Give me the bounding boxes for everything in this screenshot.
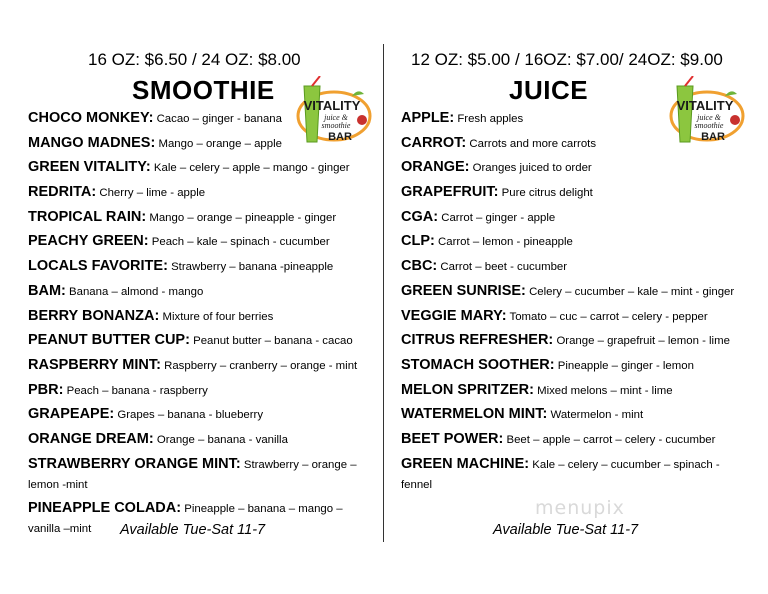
menu-item-name: CGA: xyxy=(401,208,439,225)
menu-item-ingredients: Carrot – lemon - pineapple xyxy=(438,236,573,249)
menu-item-ingredients: Strawberry – banana -pineapple xyxy=(171,261,334,274)
menu-item xyxy=(401,454,746,495)
column-divider xyxy=(383,44,384,542)
vitality-logo-graphic xyxy=(663,76,745,148)
logo-word-juice: juice & xyxy=(697,113,721,122)
menu-item xyxy=(401,157,746,178)
menu-item-name: PEANUT BUTTER CUP: xyxy=(28,332,190,349)
menu-item-name: WATERMELON MINT: xyxy=(401,406,548,423)
menu-item-ingredients: Mango – orange – pineapple - ginger xyxy=(149,211,337,224)
vitality-logo xyxy=(663,76,745,148)
menu-item xyxy=(28,157,373,178)
menu-item-name: STOMACH SOOTHER: xyxy=(401,356,555,373)
menu-item xyxy=(401,281,746,302)
menu-item-name: APPLE: xyxy=(401,110,455,126)
menu-item xyxy=(28,454,373,495)
menu-item-ingredients: Kale – celery – apple – mango - ginger xyxy=(153,162,350,175)
menu-item-ingredients: Pineapple – banana – mango – vanilla –mint xyxy=(28,502,343,535)
menu-item-name: CARROT: xyxy=(401,134,467,151)
menu-item-name: ORANGE DREAM: xyxy=(28,430,154,447)
menu-item-name: PBR: xyxy=(28,381,64,398)
menu-item-ingredients: Mixture of four berries xyxy=(162,310,274,323)
logo-word-smoothie: smoothie xyxy=(694,121,724,130)
menu-item-ingredients: Beet – apple – carrot – celery - cucumber xyxy=(506,433,716,446)
menu-item-ingredients: Carrots and more carrots xyxy=(469,137,597,150)
juice-list xyxy=(401,108,746,498)
logo-word-juice: juice & xyxy=(324,113,348,122)
menu-item-ingredients: Orange – grapefruit – lemon - lime xyxy=(556,335,730,348)
menu-item xyxy=(401,355,746,376)
menu-item-name: MANGO MADNES: xyxy=(28,134,156,151)
menu-item-name: GRAPEFRUIT: xyxy=(401,184,499,201)
menu-item-ingredients: Carrot – beet - cucumber xyxy=(440,261,568,274)
menu-item-ingredients: Banana – almond - mango xyxy=(69,285,204,298)
menu-item-ingredients: Watermelon - mint xyxy=(550,409,644,422)
menu-item-ingredients: Oranges juiced to order xyxy=(472,162,592,175)
menu-item xyxy=(28,429,373,450)
menupix-watermark: menupix xyxy=(535,497,625,519)
vitality-logo-graphic xyxy=(290,76,372,148)
menu-item-name: CITRUS REFRESHER: xyxy=(401,332,554,349)
menu-item xyxy=(28,330,373,351)
smoothie-availability: Available Tue-Sat 11-7 xyxy=(120,522,266,538)
menu-item-name: STRAWBERRY ORANGE MINT: xyxy=(28,455,241,472)
menu-item xyxy=(401,330,746,351)
menu-item-name: ORANGE: xyxy=(401,159,470,176)
menu-item-ingredients: Celery – cucumber – kale – mint - ginger xyxy=(529,285,735,298)
menu-item xyxy=(401,380,746,401)
menu-item-ingredients: Orange – banana - vanilla xyxy=(156,433,288,446)
menu-item xyxy=(28,207,373,228)
juice-price: 12 OZ: $5.00 / 16OZ: $7.00/ 24OZ: $9.00 xyxy=(411,50,723,69)
logo-word-bar: BAR xyxy=(328,131,352,143)
menu-item xyxy=(401,256,746,277)
juice-title: JUICE xyxy=(509,75,589,105)
menu-item-name: RASPBERRY MINT: xyxy=(28,356,161,373)
menu-item-name: TROPICAL RAIN: xyxy=(28,208,147,225)
logo-word-vitality: VITALITY xyxy=(303,98,361,113)
menu-item-name: GREEN MACHINE: xyxy=(401,455,530,472)
menu-item xyxy=(401,429,746,450)
menu-item xyxy=(28,306,373,327)
menu-item xyxy=(401,231,746,252)
menu-item-name: BAM: xyxy=(28,282,66,299)
menu-item-ingredients: Kale – celery – cucumber – spinach - fennel xyxy=(401,458,720,491)
menu-item-name: PEACHY GREEN: xyxy=(28,233,149,250)
menu-item-ingredients: Peach – banana - raspberry xyxy=(66,384,208,397)
menu-item-ingredients: Pure citrus delight xyxy=(501,187,593,200)
menu-item-ingredients: Mango – orange – apple xyxy=(158,137,282,150)
menu-item-name: REDRITA: xyxy=(28,184,97,201)
logo-word-vitality: VITALITY xyxy=(676,98,734,113)
vitality-logo xyxy=(290,76,372,148)
menu-item-ingredients: Strawberry – orange – lemon -mint xyxy=(28,458,357,491)
menu-item xyxy=(28,256,373,277)
menu-item-name: LOCALS FAVORITE: xyxy=(28,258,168,275)
smoothie-price: 16 OZ: $6.50 / 24 OZ: $8.00 xyxy=(88,50,301,69)
menu-item xyxy=(28,231,373,252)
menu-item xyxy=(28,380,373,401)
menu-item-name: BEET POWER: xyxy=(401,430,504,447)
menu-item-ingredients: Tomato – cuc – carrot – celery - pepper xyxy=(509,310,708,323)
menu-item-ingredients: Mixed melons – mint - lime xyxy=(537,384,673,397)
menu-item-name: CHOCO MONKEY: xyxy=(28,110,154,126)
menu-item-name: GREEN VITALITY: xyxy=(28,159,151,176)
menu-item xyxy=(401,182,746,203)
menu-item-ingredients: Grapes – banana - blueberry xyxy=(117,409,264,422)
menu-item xyxy=(28,182,373,203)
menu-item-ingredients: Peach – kale – spinach - cucumber xyxy=(151,236,330,249)
menu-item-name: VEGGIE MARY: xyxy=(401,307,507,324)
menu-item-name: PINEAPPLE COLADA: xyxy=(28,499,182,516)
menu-item-name: BERRY BONANZA: xyxy=(28,307,160,324)
menu-item-ingredients: Pineapple – ginger - lemon xyxy=(557,359,694,372)
logo-word-smoothie: smoothie xyxy=(321,121,351,130)
menu-item xyxy=(401,207,746,228)
menu-item-name: CBC: xyxy=(401,258,438,275)
menu-item-name: MELON SPRITZER: xyxy=(401,381,534,398)
menu-item-ingredients: Cacao – ginger - banana xyxy=(156,113,282,125)
menu-item-name: CLP: xyxy=(401,233,435,250)
smoothie-title: SMOOTHIE xyxy=(132,75,275,105)
logo-word-bar: BAR xyxy=(701,131,725,143)
menu-item xyxy=(401,306,746,327)
menu-item-ingredients: Cherry – lime - apple xyxy=(99,187,206,200)
menu-item-name: GREEN SUNRISE: xyxy=(401,282,526,299)
menu-item-ingredients: Carrot – ginger - apple xyxy=(441,211,556,224)
menu-item-ingredients: Raspberry – cranberry – orange - mint xyxy=(164,359,358,372)
menu-item xyxy=(28,281,373,302)
menu-item-ingredients: Peanut butter – banana - cacao xyxy=(193,335,353,348)
smoothie-list xyxy=(28,108,373,542)
menu-item xyxy=(28,355,373,376)
juice-availability: Available Tue-Sat 11-7 xyxy=(493,522,639,538)
menu-item-ingredients: Fresh apples xyxy=(457,113,524,125)
menu-item xyxy=(401,404,746,425)
menu-item-name: GRAPEAPE: xyxy=(28,406,115,423)
menu-item xyxy=(28,404,373,425)
